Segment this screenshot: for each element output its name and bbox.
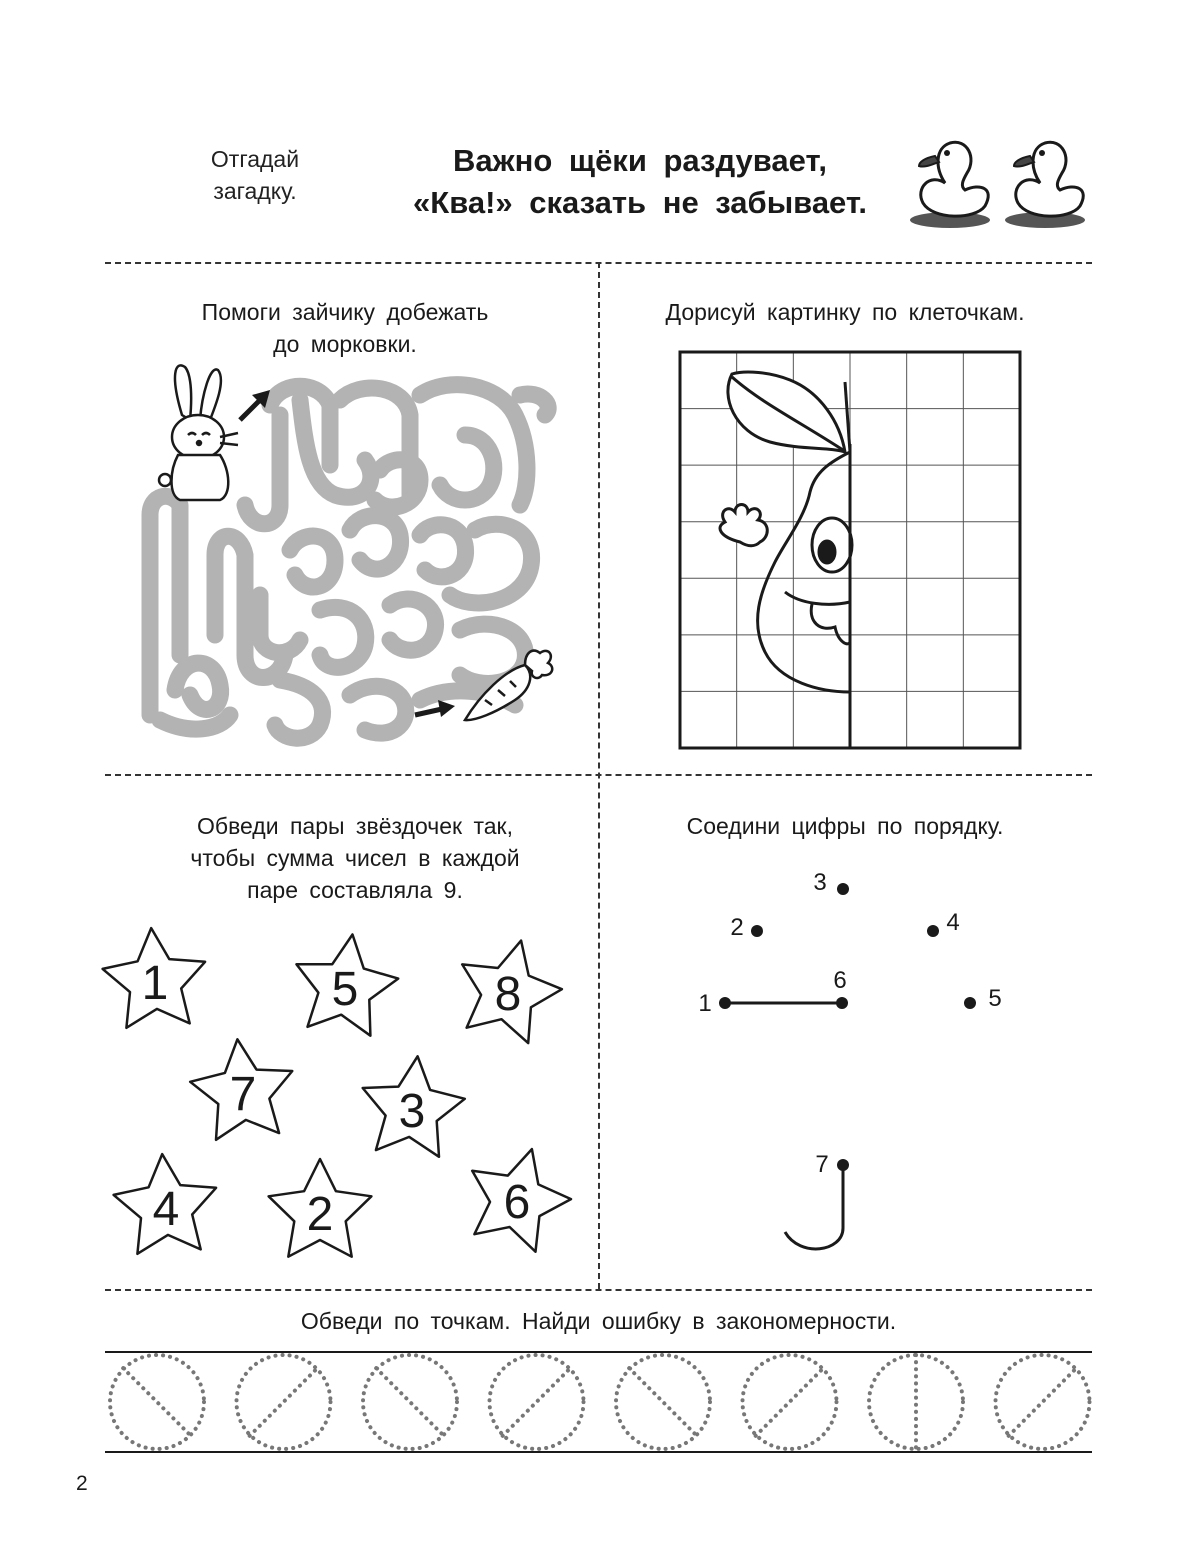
star-number: 4	[152, 1183, 180, 1236]
dot-label: 3	[813, 869, 827, 896]
riddle-hint-line2: загадку.	[213, 178, 297, 204]
riddle-hint-line1: Отгадай	[210, 146, 300, 172]
riddle-line2: «Ква!» сказать не забывает.	[413, 185, 867, 220]
riddle-line1: Важно щёки раздувает,	[453, 143, 827, 178]
star-number: 7	[229, 1068, 257, 1121]
stars-instruction-line1: Обведи пары звёздочек так,	[197, 813, 513, 839]
pattern-circle-slash[interactable]	[996, 1355, 1090, 1449]
dot-label: 7	[815, 1151, 829, 1178]
pattern-circle-backslash[interactable]	[110, 1355, 204, 1449]
dotted-stroke	[376, 1368, 444, 1436]
star-number: 8	[494, 968, 522, 1021]
pattern-circle-slash[interactable]	[743, 1355, 837, 1449]
pattern-instruction: Обведи по точкам. Найди ошибку в закономерности.	[300, 1308, 897, 1334]
dotted-stroke	[629, 1368, 697, 1436]
dot-label: 6	[833, 967, 847, 994]
dotted-stroke	[1009, 1368, 1077, 1436]
dot-label: 2	[730, 914, 744, 941]
star-number: 5	[331, 963, 359, 1016]
pattern-circle-vertical[interactable]	[869, 1355, 963, 1449]
maze-instruction-line1: Помоги зайчику добежать	[201, 299, 489, 325]
dotted-stroke	[503, 1368, 571, 1436]
dot-label: 1	[698, 990, 712, 1017]
dotted-stroke	[123, 1368, 191, 1436]
star-number: 2	[306, 1188, 334, 1241]
grid-instruction: Дорисуй картинку по клеточкам.	[665, 299, 1025, 325]
star-number: 3	[398, 1085, 426, 1138]
dot-label: 4	[946, 909, 960, 936]
star-number: 6	[503, 1176, 531, 1229]
pattern-circle-slash[interactable]	[490, 1355, 584, 1449]
pattern-circle-slash[interactable]	[237, 1355, 331, 1449]
dotted-stroke	[756, 1368, 824, 1436]
dots-instruction: Соедини цифры по порядку.	[686, 813, 1004, 839]
stars-instruction-line2: чтобы сумма чисел в каждой	[190, 845, 520, 871]
pattern-circles	[110, 1355, 1090, 1449]
pattern-circle-backslash[interactable]	[616, 1355, 710, 1449]
page-number: 2	[76, 1472, 88, 1495]
pattern-circle-backslash[interactable]	[363, 1355, 457, 1449]
star-number: 1	[141, 957, 169, 1010]
stars-instruction-line3: паре составляла 9.	[247, 877, 463, 903]
dotted-stroke	[250, 1368, 318, 1436]
maze-instruction-line2: до морковки.	[273, 331, 417, 357]
dot-label: 5	[988, 985, 1002, 1012]
